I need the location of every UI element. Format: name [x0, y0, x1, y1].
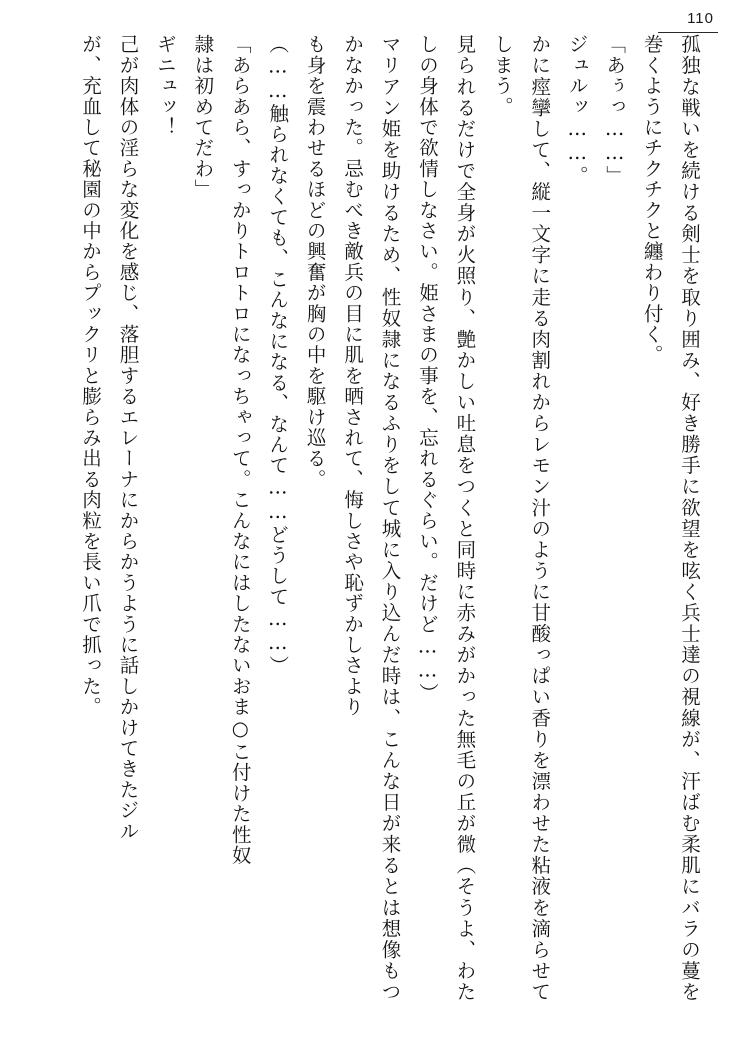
- paragraph: 己が肉体の淫らな変化を感じ、落胆するエレーナにからかうように話しかけてきたジル: [116, 34, 140, 842]
- paragraph: 「あらあら、すっかりトロトロになっちゃって。こんなにはしたないおま○こ付けた性奴: [228, 34, 252, 866]
- paragraph: 「あぅっ……」: [603, 34, 627, 186]
- header-rule: [658, 32, 718, 33]
- paragraph: が、充血して秘園の中からプックリと膨らみ出る肉粒を長い爪で抓った。: [79, 34, 102, 718]
- page-number: 110: [687, 10, 714, 27]
- paragraph: （……触られなくても、こんなになる、なんて……どうして……）: [266, 34, 290, 676]
- paragraph: ジュルッ……。: [565, 34, 589, 186]
- paragraph: 見られるだけで全身が火照り、艶かしい吐息をつくと同時に赤みがかった無毛の丘が微（そうよ、わたしの身体で欲情しなさい。姫さまの事を、忘れるぐらい。だけど……）: [415, 34, 477, 1002]
- paragraph: ギニュッ！: [153, 34, 177, 138]
- paragraph: 隷は初めてだわ」: [191, 34, 215, 200]
- paragraph: も身を震わせるほどの興奮が胸の中を駆け巡る。: [303, 34, 327, 490]
- body-text: [36, 34, 708, 1002]
- paragraph: 孤独な戦いを続ける剣士を取り囲み、好き勝手に欲望を呟く兵士達の視線が、汗ばむ柔肌にバラの蔓を巻くようにチクチクと纏わり付く。: [640, 34, 701, 1002]
- paragraph: マリアン姫を助けるため、性奴隷になるふりをして城に入り込んだ時は、こんな日が来るとは想像もつかなかった。忌むべき敵兵の目に肌を晒されて、悔しさや恥ずかしさより: [341, 34, 402, 1002]
- paragraph: かに痙攣して、縦一文字に走る肉割れからレモン汁のように甘酸っぱい香りを漂わせた粘液を滴らせてしまう。: [490, 34, 552, 1002]
